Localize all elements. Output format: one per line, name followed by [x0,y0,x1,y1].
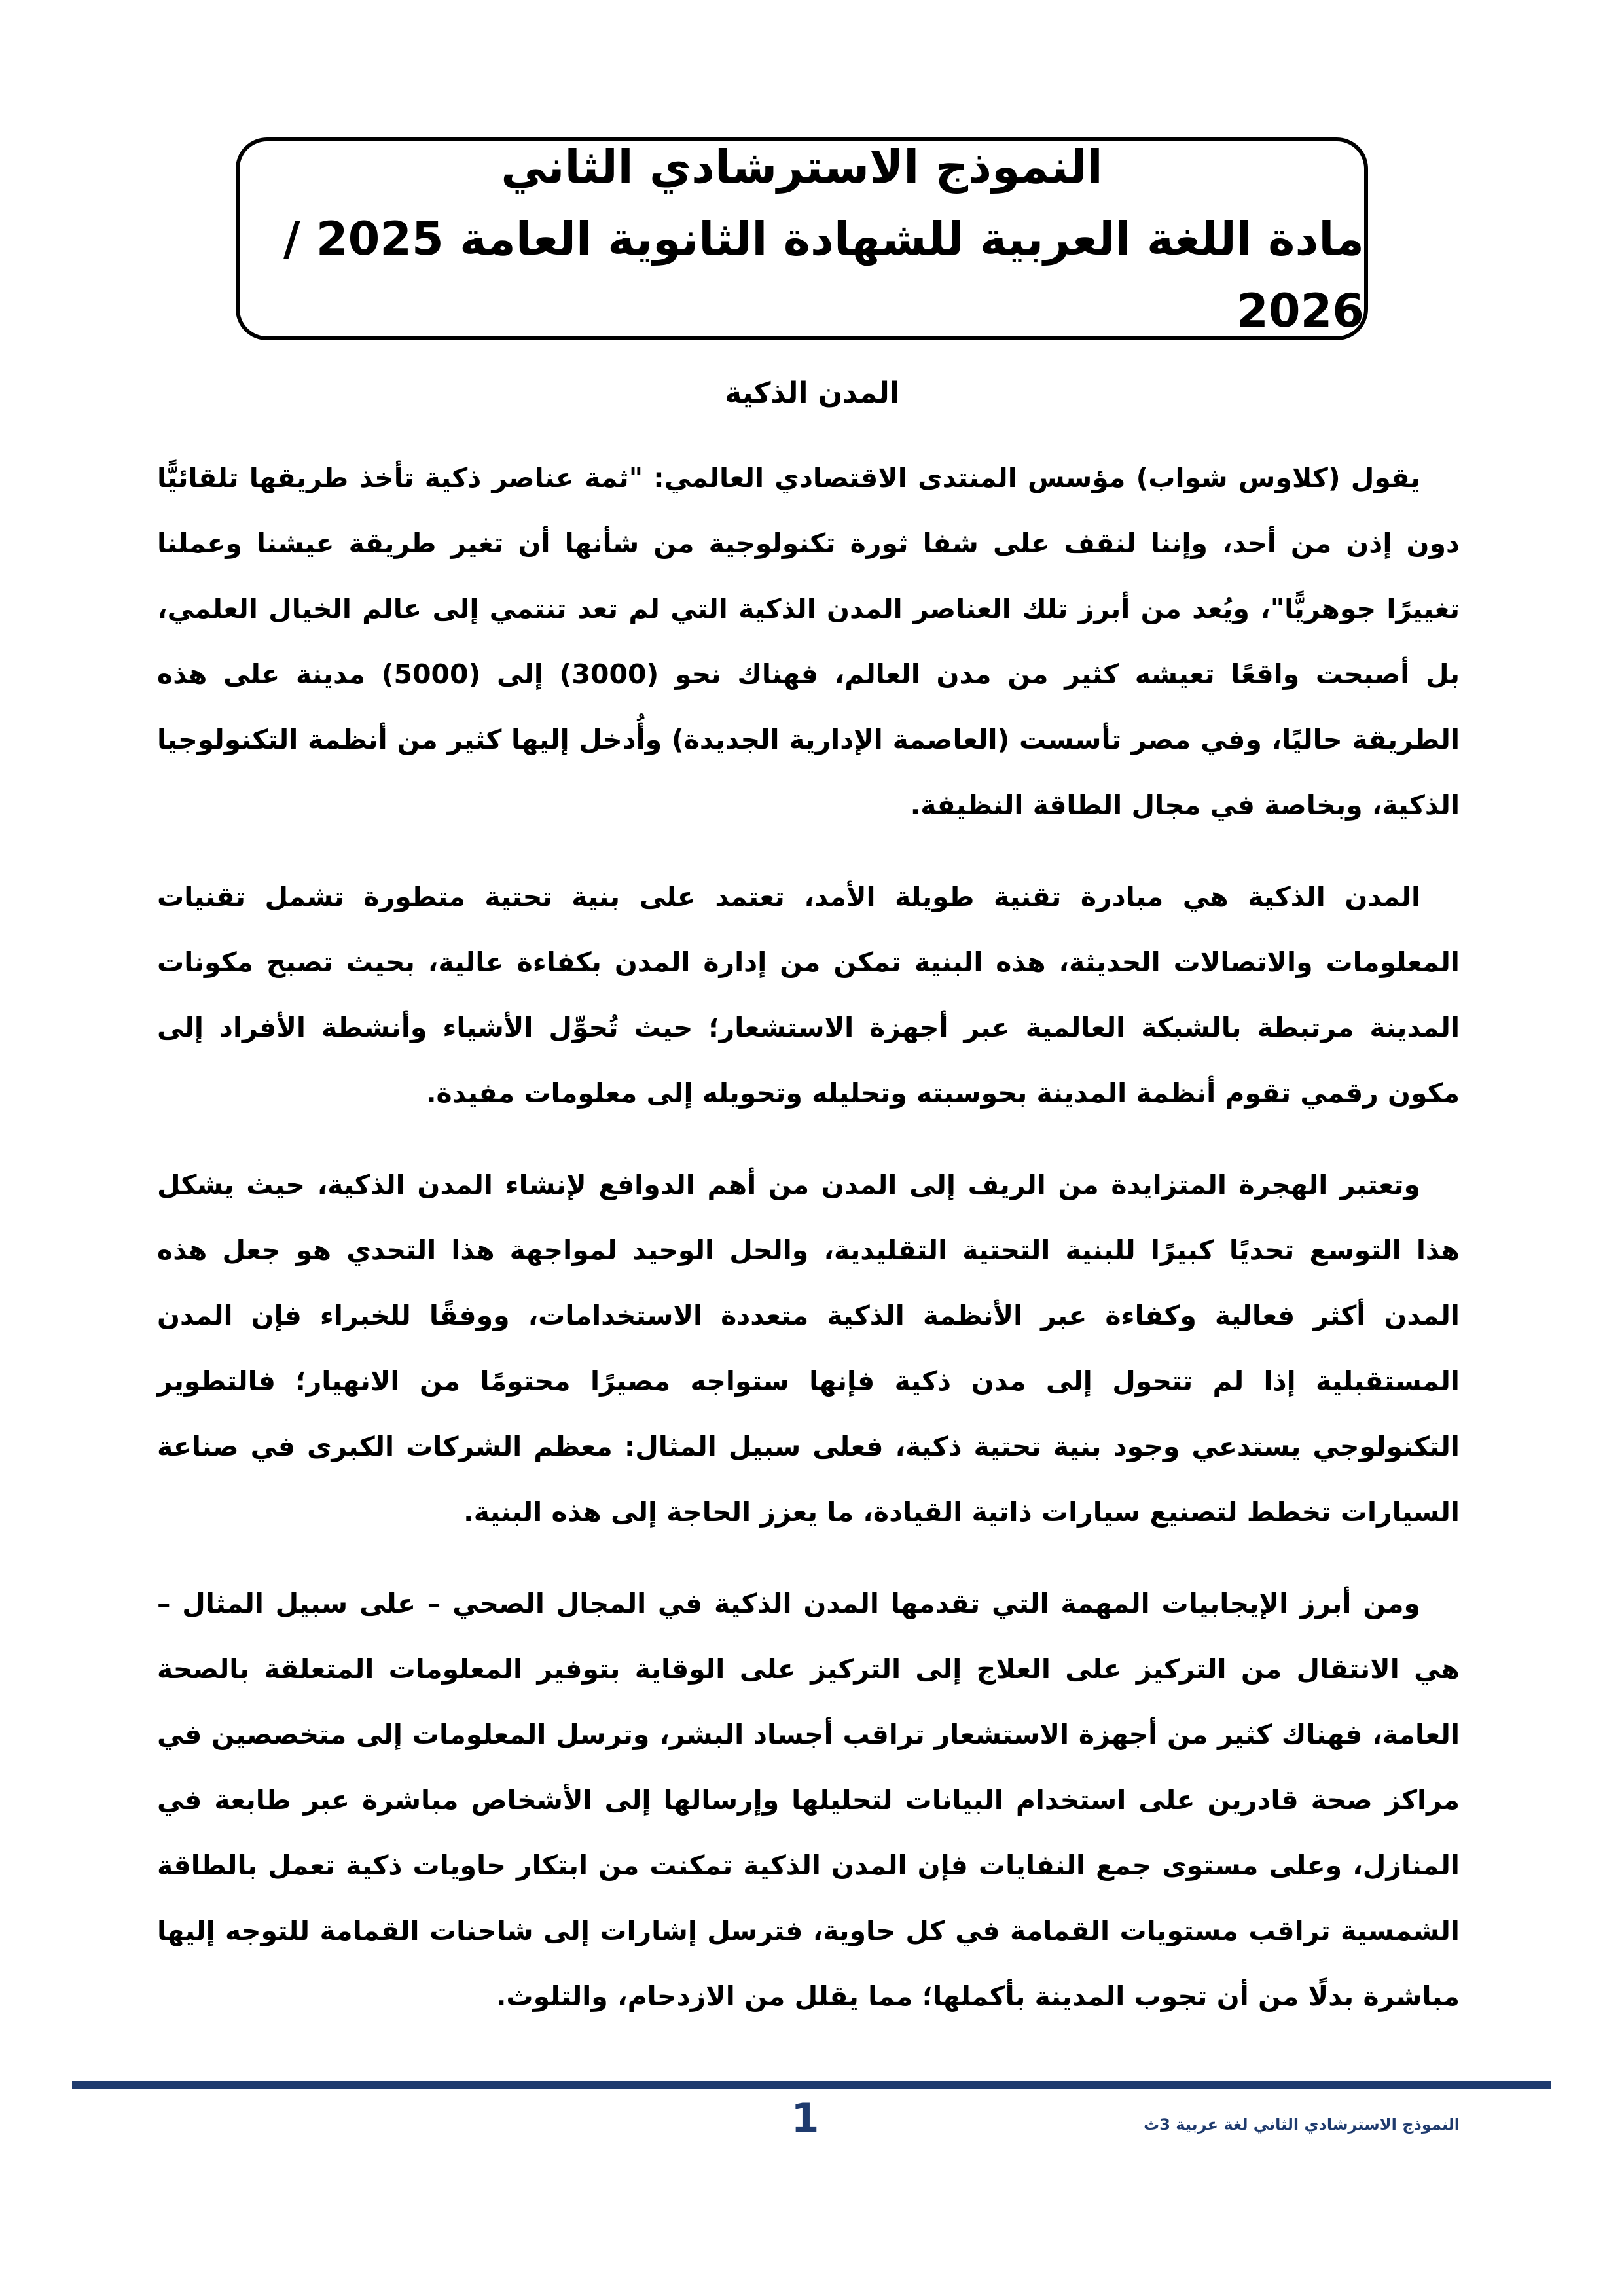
paragraph-3: وتعتبر الهجرة المتزايدة من الريف إلى المدن من أهم الدوافع لإنشاء المدن الذكية، حيث يشكل هذا التوسع تحديًا كبيرًا للبنية التحتية التقليدية، والحل الوحيد لمواجهة هذا التحدي هو جعل هذه المدن أكثر فعالية وكفاءة عبر الأنظمة الذكية متعددة الاستخدامات، ووفقًا للخبراء فإن المدن المستقبلية إذا لم تتحول إلى مدن ذكية فإنها ستواجه مصيرًا محتومًا من الانهيار؛ فالتطوير التكنولوجي يستدعي وجود بنية تحتية ذكية، فعلى سبيل المثال: معظم الشركات الكبرى في صناعة السيارات تخطط لتصنيع سيارات ذاتية القيادة، ما يعزز الحاجة إلى هذه البنية. [157,1169,1460,1528]
paragraph-1: يقول (كلاوس شواب) مؤسس المنتدى الاقتصادي العالمي: "ثمة عناصر ذكية تأخذ طريقها تلقائيًّا دون إذن من أحد، وإننا لنقف على شفا ثورة تكنولوجية من شأنها أن تغير طريقة عيشنا وعملنا تغييرًا جوهريًّا"، ويُعد من أبرز تلك العناصر المدن الذكية التي لم تعد تنتمي إلى عالم الخيال العلمي، بل أصبحت واقعًا تعيشه كثير من مدن العالم، فهناك نحو (3000) إلى (5000) مدينة على هذه الطريقة حاليًا، وفي مصر تأسست (العاصمة الإدارية الجديدة) وأُدخل إليها كثير من أنظمة التكنولوجيا الذكية، وبخاصة في مجال الطاقة النظيفة. [157,462,1460,821]
paragraph-4: ومن أبرز الإيجابيات المهمة التي تقدمها المدن الذكية في المجال الصحي – على سبيل المثال – هي الانتقال من التركيز على العلاج إلى التركيز على الوقاية بتوفير المعلومات المتعلقة بالصحة العامة، فهناك كثير من أجهزة الاستشعار تراقب أجساد البشر، وترسل المعلومات إلى متخصصين في مراكز صحة قادرين على استخدام البيانات لتحليلها وإرسالها إلى الأشخاص مباشرة عبر طابعة في المنازل، وعلى مستوى جمع النفايات فإن المدن الذكية تمكنت من ابتكار حاويات ذكية تعمل بالطاقة الشمسية تراقب مستويات القمامة في كل حاوية، فترسل إشارات إلى شاحنات القمامة للتوجه إليها مباشرة بدلًا من أن تجوب المدينة بأكملها؛ مما يقلل من الازدحام، والتلوث. [157,1588,1460,2012]
footer-caption: النموذج الاسترشادي الثاني لغة عربية 3ث [1144,2115,1460,2134]
exam-model-title: النموذج الاسترشادي الثاني [501,140,1103,194]
exam-subject-title: مادة اللغة العربية للشهادة الثانوية العامة 2025 / 2026 [283,212,1364,338]
article-body [157,445,1460,2055]
article-title: المدن الذكية [725,376,899,410]
paragraph-2: المدن الذكية هي مبادرة تقنية طويلة الأمد، تعتمد على بنية تحتية متطورة تشمل تقنيات المعلومات والاتصالات الحديثة، هذه البنية تمكن من إدارة المدن بكفاءة عالية، بحيث تصبح مكونات المدينة مرتبطة بالشبكة العالمية عبر أجهزة الاستشعار؛ حيث تُحوِّل الأشياء وأنشطة الأفراد إلى مكون رقمي تقوم أنظمة المدينة بحوسبته وتحليله وتحويله إلى معلومات مفيدة. [157,881,1460,1109]
footer-divider [72,2081,1551,2089]
exam-header-box [236,137,1368,340]
page-number: 1 [791,2094,820,2142]
